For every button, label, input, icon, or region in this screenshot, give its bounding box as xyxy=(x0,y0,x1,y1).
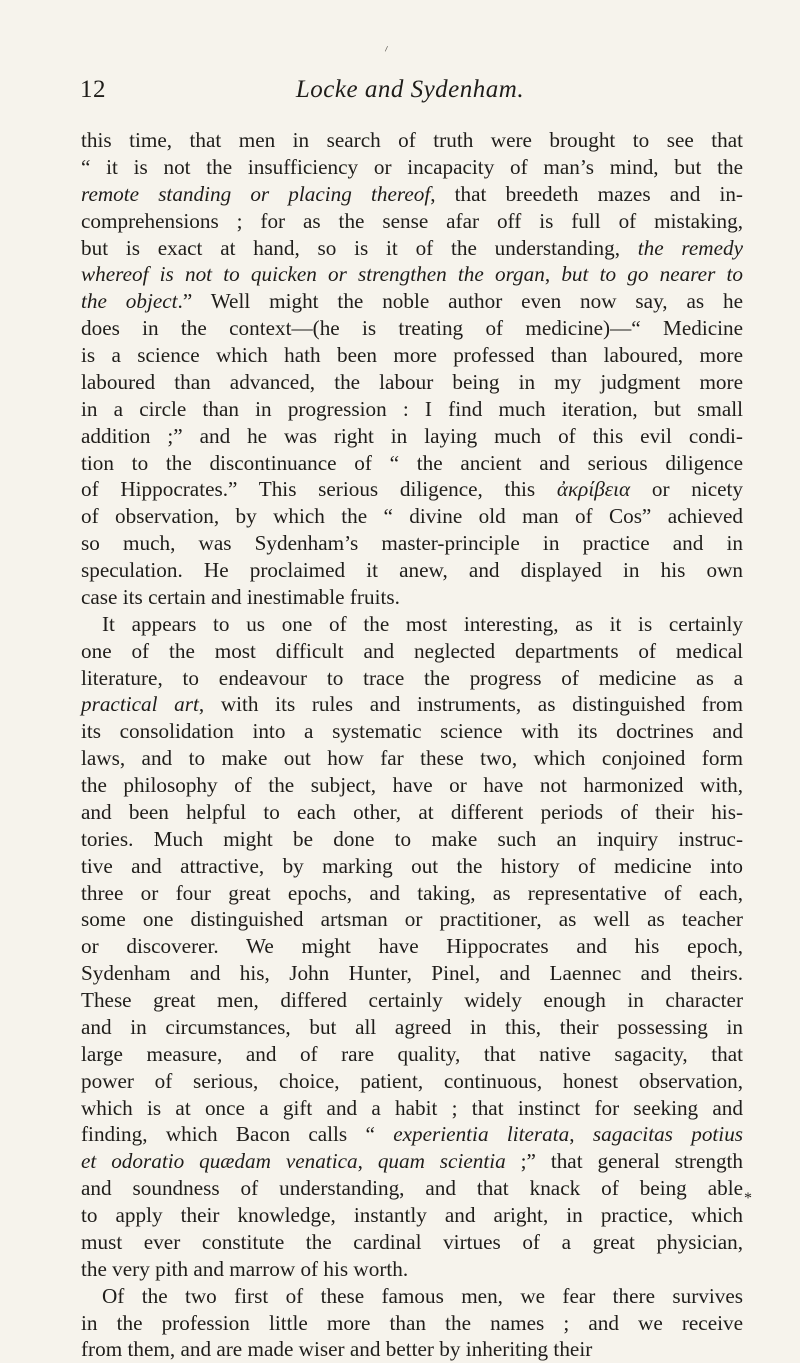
text-line xyxy=(81,396,743,423)
text-line xyxy=(81,503,743,530)
text-segment: which is at once a gift and a habit ; that instinct for seeking and xyxy=(81,1095,743,1120)
text-line xyxy=(81,127,743,154)
text-segment: its consolidation into a systematic science with its doctrines and xyxy=(81,719,743,744)
text-segment: of observation, by which the “ divine old man of Cos” achieved xyxy=(81,504,743,529)
text-line xyxy=(81,960,743,987)
text-segment: the philosophy of the subject, have or have not harmonized with, xyxy=(81,773,743,797)
text-segment: quam scientia xyxy=(377,1149,506,1174)
page-number: 12 xyxy=(80,76,106,103)
text-line xyxy=(81,1121,743,1148)
text-line xyxy=(81,933,743,960)
text-line xyxy=(81,1202,743,1229)
text-segment: three or four great epochs, and taking, as representative of each, xyxy=(81,880,743,905)
text-segment: power of serious, choice, patient, continuous, honest observation, xyxy=(81,1068,743,1093)
text-segment: so much, was Sydenham’s master-principle in practice and in xyxy=(81,531,743,556)
text-segment: practical art xyxy=(81,692,199,717)
page-header xyxy=(80,76,740,110)
text-segment: tion to the discontinuance of “ the ancient and serious diligence xyxy=(81,450,743,475)
text-segment: must ever constitute the cardinal virtues of a great physician, xyxy=(81,1229,743,1254)
text-line xyxy=(81,1068,743,1095)
text-line xyxy=(81,423,743,450)
body-text xyxy=(81,127,743,1363)
text-segment: , xyxy=(357,1149,378,1174)
text-line xyxy=(81,235,743,262)
text-segment: addition ;” and he was right in laying much of this evil condi- xyxy=(81,423,743,448)
text-line xyxy=(81,1095,743,1122)
text-segment: ἀκρίβεια xyxy=(556,477,631,502)
text-segment: one of the most difficult and neglected departments of medical xyxy=(81,638,743,663)
text-segment: of Hippocrates.” This serious diligence, this xyxy=(81,477,557,502)
text-segment: laws, and to make out how far these two, which conjoined form xyxy=(81,746,743,771)
text-line xyxy=(81,342,743,369)
text-segment: to apply their knowledge, instantly and aright, in practice, which xyxy=(81,1203,743,1227)
margin-star-mark: * xyxy=(744,1190,752,1207)
text-segment: , with its rules and instruments, as distinguished from xyxy=(198,692,743,717)
text-segment: remote standing or placing thereof xyxy=(81,181,431,206)
text-segment: , xyxy=(569,1122,593,1147)
text-segment: speculation. He proclaimed it anew, and displayed in his own xyxy=(81,558,743,582)
text-line xyxy=(81,1148,743,1175)
text-segment: but to go nearer to xyxy=(561,262,744,287)
text-segment: in the profession little more than the names ; and we receive xyxy=(81,1310,743,1335)
text-segment: and in circumstances, but all agreed in this, their possessing in xyxy=(81,1014,743,1039)
text-line xyxy=(81,315,743,342)
text-line xyxy=(81,1310,743,1337)
text-segment: Sydenham and his, John Hunter, Pinel, and Laennec and theirs. xyxy=(81,961,743,986)
text-segment: does in the context—(he is treating of medicine)—“ Medicine xyxy=(81,316,743,341)
text-segment: .” Well might the noble author even now say, as he xyxy=(177,289,743,314)
text-segment: and soundness of understanding, and that knack of being able xyxy=(81,1176,743,1201)
text-line xyxy=(81,1041,743,1068)
text-segment: from them, and are made wiser and better by inheriting their xyxy=(81,1337,593,1362)
text-segment: finding, which Bacon calls “ xyxy=(81,1122,394,1147)
text-line xyxy=(81,154,743,181)
text-segment: this time, that men in search of truth were brought to see that xyxy=(81,128,743,152)
text-segment: , xyxy=(544,262,562,287)
text-segment: in a circle than in progression : I find much iteration, but small xyxy=(81,396,743,421)
text-segment: tories. Much might be done to make such an inquiry instruc- xyxy=(81,826,743,851)
running-head: Locke and Sydenham. xyxy=(295,76,525,103)
text-line xyxy=(81,772,743,799)
text-line xyxy=(81,638,743,665)
text-segment: whereof is not to quicken or strengthen the organ xyxy=(81,262,545,287)
text-line xyxy=(81,1336,743,1363)
text-line xyxy=(81,584,743,611)
text-line xyxy=(81,530,743,557)
text-line xyxy=(81,1175,743,1202)
text-line xyxy=(81,261,743,288)
text-line xyxy=(81,1229,743,1256)
text-segment: et odoratio quædam venatica xyxy=(81,1149,358,1174)
text-line xyxy=(81,826,743,853)
text-segment: the object xyxy=(81,289,178,314)
text-segment: , that breedeth mazes and in- xyxy=(430,181,743,206)
text-line xyxy=(81,718,743,745)
text-segment: but is exact at hand, so is it of the understanding, xyxy=(81,235,638,260)
text-segment: case its certain and inestimable fruits. xyxy=(81,584,400,609)
text-segment: sagacitas potius xyxy=(592,1122,744,1147)
text-segment: laboured than advanced, the labour being in my judgment more xyxy=(81,369,743,394)
text-line xyxy=(81,853,743,880)
text-segment: the very pith and marrow of his worth. xyxy=(81,1256,409,1281)
text-segment: experientia literata xyxy=(393,1122,570,1147)
text-line xyxy=(81,476,743,503)
text-line xyxy=(81,611,743,638)
text-segment: large measure, and of rare quality, that native sagacity, that xyxy=(81,1041,743,1066)
text-segment: “ it is not the insufficiency or incapacity of man’s mind, but the xyxy=(81,154,743,179)
text-segment: These great men, differed certainly widely enough in character xyxy=(81,988,743,1012)
text-line xyxy=(81,369,743,396)
text-segment: ;” that general strength xyxy=(505,1149,744,1174)
text-line xyxy=(81,906,743,933)
text-segment: tive and attractive, by marking out the history of medicine into xyxy=(81,853,743,878)
text-line xyxy=(81,181,743,208)
text-line xyxy=(81,288,743,315)
text-segment: comprehensions ; for as the sense afar off is full of mistaking, xyxy=(81,208,743,233)
text-line xyxy=(81,691,743,718)
text-line xyxy=(81,665,743,692)
text-segment: the remedy xyxy=(637,235,743,260)
text-line xyxy=(81,880,743,907)
text-segment: or discoverer. We might have Hippocrates and his epoch, xyxy=(81,934,743,959)
text-segment: and been helpful to each other, at different periods of their his- xyxy=(81,799,743,824)
text-segment: Of the two first of these famous men, we fear there survives xyxy=(102,1283,743,1308)
text-line xyxy=(81,1256,743,1283)
text-line xyxy=(81,1283,743,1310)
text-line xyxy=(81,1014,743,1041)
text-segment: some one distinguished artsman or practitioner, as well as teacher xyxy=(81,907,743,932)
text-segment: literature, to endeavour to trace the progress of medicine as a xyxy=(81,665,743,690)
text-segment: is a science which hath been more professed than laboured, more xyxy=(81,343,743,367)
text-segment: It appears to us one of the most interesting, as it is certainly xyxy=(102,611,743,636)
text-line xyxy=(81,208,743,235)
text-line xyxy=(81,450,743,477)
text-line xyxy=(81,745,743,772)
text-line xyxy=(81,557,743,584)
text-line xyxy=(81,987,743,1014)
ink-speck: ⸍ xyxy=(381,43,393,59)
text-segment: or nicety xyxy=(630,477,744,502)
text-line xyxy=(81,799,743,826)
